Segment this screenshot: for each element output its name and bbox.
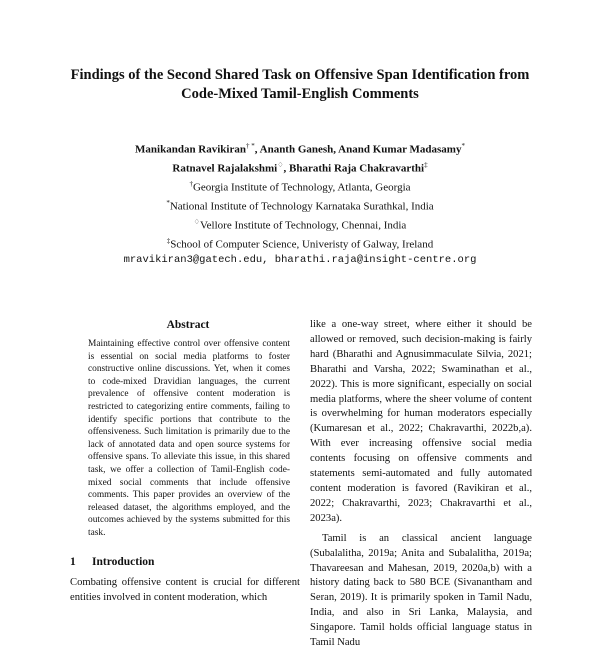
author-mark: ♢ <box>277 161 284 170</box>
paper-title <box>40 66 560 104</box>
title-line-1: Findings of the Second Shared Task on Offensive Span Identification from <box>70 67 530 83</box>
affiliation <box>40 177 560 196</box>
affiliation-text: Vellore Institute of Technology, Chennai, India <box>199 219 407 232</box>
author-line-1 <box>40 139 560 158</box>
section-number: 1 <box>70 556 76 568</box>
body-paragraph-1: like a one-way street, where either it should be allowed or removed, such decision-making is fairly hard (Bharathi and Agnusimmaculate Silvia, 2021; Bharathi and Varsha, 2022; Swaminathan et al., 2022). This is more significant, especially on social media platforms, where the sheer volume of content is overwhelming for human moderators especially (Kumaresan et al., 2022; Chakravarthi, 2022b,a). With ever increasing offensive social media contents focusing on offensive comments and statements semi-automated and fully automated content moderation is favored (Ravikiran et al., 2022; Chakravarthi, 2023; Chakravarthi et al., 2023a). <box>310 319 532 524</box>
affiliation-mark: † <box>189 180 193 189</box>
affiliation-text: School of Computer Science, Univeristy of Galway, Ireland <box>170 238 434 251</box>
introduction-text: Combating offensive content is crucial for different entities involved in content moderation, which <box>70 577 300 603</box>
affiliation-mark: * <box>166 199 170 208</box>
section-heading-introduction <box>70 556 300 568</box>
author-name: Ratnavel Rajalakshmi <box>172 162 278 175</box>
affiliation <box>40 215 560 234</box>
body-paragraph-2: Tamil is an classical ancient language (Subalalitha, 2019a; Anita and Subalalitha, 2019a; Thavareesan and Mahesan, 2019, 2020a,b) with a history dating back to 580 BCE (Sivanantham and Seran, 2019). It is primarily spoken in Tamil Nadu, India, and also in Sri Lanka, Malaysia, and Singapore. Tamil holds official language status in Tamil Nadu <box>310 532 532 649</box>
affiliation-text: Georgia Institute of Technology, Atlanta, Georgia <box>192 181 411 194</box>
author-names: , Ananth Ganesh, Anand Kumar Madasamy <box>254 143 462 156</box>
author-block <box>40 139 560 269</box>
author-mark: † * <box>245 142 255 150</box>
author-name: Manikandan Ravikiran <box>135 143 246 156</box>
author-mark: * <box>461 142 465 150</box>
affiliation-mark: ‡ <box>166 237 171 246</box>
author-name: , Bharathi Raja Chakravarthi <box>283 162 425 175</box>
title-line-2: Code-Mixed Tamil-English Comments <box>181 86 419 102</box>
abstract-heading: Abstract <box>166 319 210 331</box>
affiliation <box>40 234 560 253</box>
author-emails[interactable]: mravikiran3@gatech.edu, bharathi.raja@insight-centre.org <box>123 254 477 267</box>
right-column <box>310 318 532 651</box>
affiliation <box>40 196 560 215</box>
affiliation-text: National Institute of Technology Karnataka Surathkal, India <box>169 200 434 213</box>
affiliation-mark: ♢ <box>193 218 200 227</box>
author-line-2 <box>40 158 560 177</box>
section-title: Introduction <box>92 556 155 568</box>
abstract-text: Maintaining effective control over offensive content is essential on social media platforms to foster constructive online discussions. Yet, when it comes to code-mixed Dravidian languages, the current prevalence of offensive content moderation is restricted to categorizing entire comments, failing to identify specific portions that contribute to the offensiveness. Such limitation is primarily due to the lack of annotated data and open source systems for offensive spans. To alleviate this issue, in this shared task, we offer a collection of Tamil-English code-mixed social comments that include offensive comments. This paper provides an overview of the released dataset, the algorithms employed, and the outcomes achieved by the systems submitted for this task. <box>88 339 290 538</box>
author-mark: ‡ <box>424 161 428 170</box>
